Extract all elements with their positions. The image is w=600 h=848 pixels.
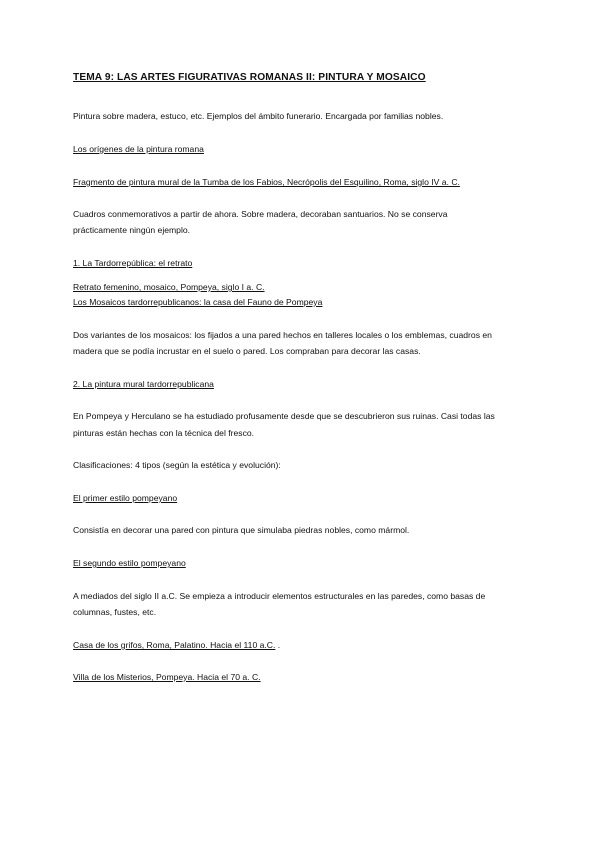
- heading-primer-estilo: El primer estilo pompeyano: [73, 493, 178, 503]
- caption-grifos-tail: .: [275, 640, 281, 650]
- intro-paragraph: Pintura sobre madera, estuco, etc. Ejemplos del ámbito funerario. Encargada por familias nobles.: [73, 111, 444, 121]
- paragraph-clasificaciones: Clasificaciones: 4 tipos (según la estética y evolución):: [73, 460, 281, 470]
- heading-section-1: 1. La Tardorrepública: el retrato: [73, 258, 193, 268]
- paragraph-cuadros-line1: Cuadros conmemorativos a partir de ahora. Sobre madera, decoraban santuarios. No se conserva: [73, 209, 448, 219]
- caption-retrato: Retrato femenino, mosaico, Pompeya, siglo I a. C.: [73, 282, 265, 292]
- paragraph-mediados-line2: columnas, fustes, etc.: [73, 607, 157, 617]
- paragraph-mediados-line1: A mediados del siglo II a.C. Se empieza a introducir elementos estructurales en las paredes, como basas de: [73, 591, 486, 601]
- paragraph-pompeya-line1: En Pompeya y Herculano se ha estudiado profusamente desde que se descubrieron sus ruinas. Casi todas las: [73, 411, 495, 421]
- heading-segundo-estilo: El segundo estilo pompeyano: [73, 558, 186, 568]
- document-title: TEMA 9: LAS ARTES FIGURATIVAS ROMANAS II: PINTURA Y MOSAICO: [73, 72, 426, 83]
- heading-origins: Los orígenes de la pintura romana: [73, 144, 204, 154]
- paragraph-variantes-line2: madera que se podía incrustar en el suelo o pared. Los compraban para decorar las casas.: [73, 346, 421, 356]
- heading-section-2: 2. La pintura mural tardorrepublicana: [73, 379, 214, 389]
- paragraph-consistia: Consistía en decorar una pared con pintura que simulaba piedras nobles, como mármol.: [73, 525, 410, 535]
- caption-grifos: Casa de los grifos, Roma, Palatino. Hacia el 110 a.C.: [73, 640, 276, 650]
- paragraph-cuadros-line2: prácticamente ningún ejemplo.: [73, 225, 191, 235]
- caption-fabios: Fragmento de pintura mural de la Tumba de los Fabios, Necrópolis del Esquilino, Roma, siglo IV a. C.: [73, 177, 460, 187]
- caption-misterios: Villa de los Misterios, Pompeya. Hacia el 70 a. C.: [73, 672, 261, 682]
- paragraph-variantes-line1: Dos variantes de los mosaicos: los fijados a una pared hechos en talleres locales o los emblemas, cuadros en: [73, 330, 492, 340]
- caption-grifos-line: [73, 637, 528, 653]
- paragraph-pompeya-line2: pinturas están hechas con la técnica del fresco.: [73, 428, 255, 438]
- caption-mosaicos: Los Mosaicos tardorrepublicanos: la casa del Fauno de Pompeya: [73, 297, 323, 307]
